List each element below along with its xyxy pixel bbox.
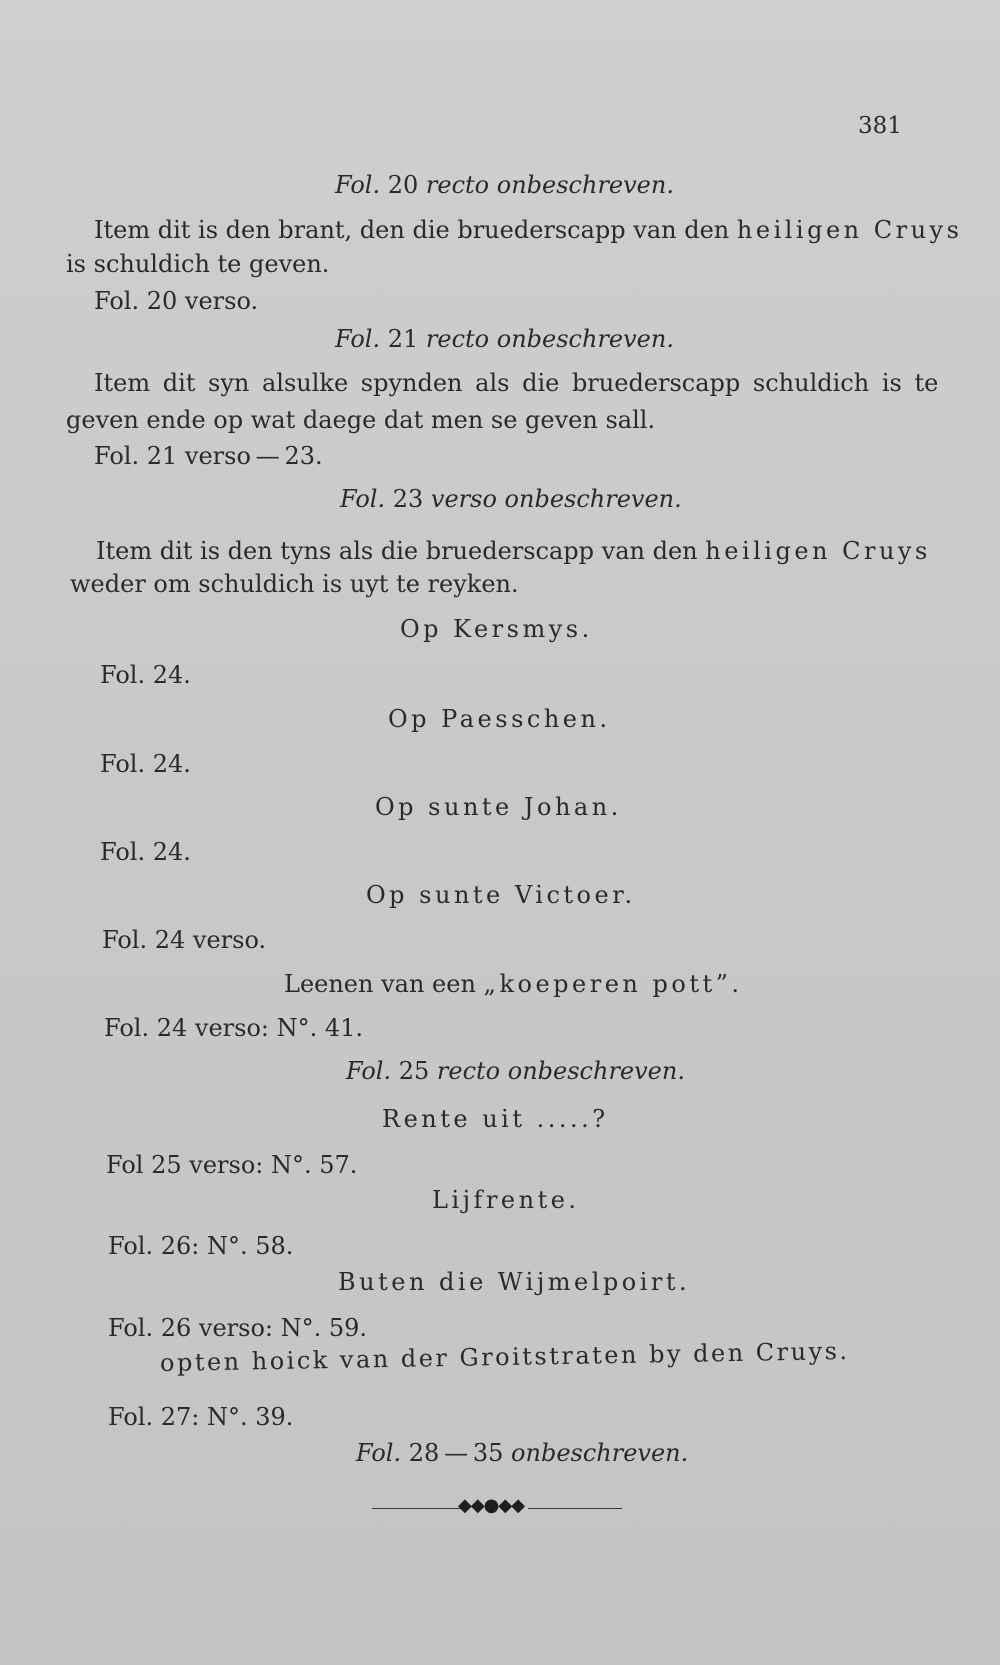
ornamental-divider [372,1495,622,1516]
entry-title: Leenen van een „koeperen pott”. [284,970,743,998]
entry-title: Buten die Wijmelpoirt. [338,1268,691,1296]
section-heading: Fol. 25 recto onbeschreven. [346,1057,685,1085]
entry-title: Lijfrente. [432,1186,580,1214]
folio-reference: Fol. 24 verso: N°. 41. [104,1014,364,1042]
folio-reference: Fol. 27: N°. 39. [108,1403,294,1431]
entry-title: opten hoick van der Groitstraten by den Cruys. [159,1336,850,1377]
paragraph-line: geven ende op wat daege dat men se geven sall. [66,406,656,434]
entry-title: Rente uit .....? [382,1105,609,1133]
paragraph-line: Item dit is den brant, den die bruederscapp van den heiligen Cruys [94,216,963,244]
entry-title: Op Paesschen. [388,705,611,733]
divider-rule-right [528,1508,622,1509]
entry-title: Op sunte Victoer. [366,881,636,909]
section-heading: Fol. 20 recto onbeschreven. [335,171,674,199]
folio-reference: Fol. 26 verso: N°. 59. [108,1314,368,1342]
page-number: 381 [858,113,902,139]
paragraph-line: Item dit syn alsulke spynden als die bruederscapp schuldich is te [94,369,939,397]
folio-reference: Fol. 24. [100,838,191,866]
folio-reference: Fol 25 verso: N°. 57. [106,1151,358,1179]
section-heading: Fol. 23 verso onbeschreven. [340,485,682,513]
folio-reference: Fol. 24. [100,750,191,778]
paragraph-line: weder om schuldich is uyt te reyken. [70,570,519,598]
section-heading: Fol. 28 — 35 onbeschreven. [356,1439,689,1467]
entry-title: Op Kersmys. [400,615,593,643]
entry-title: Op sunte Johan. [375,793,622,821]
folio-reference: Fol. 20 verso. [94,287,259,315]
paragraph-line: is schuldich te geven. [66,250,330,278]
ornament-glyphs: ◆◆●◆◆ [458,1495,525,1516]
folio-reference: Fol. 24 verso. [102,926,267,954]
folio-reference: Fol. 26: N°. 58. [108,1232,294,1260]
section-heading: Fol. 21 recto onbeschreven. [335,325,674,353]
folio-reference: Fol. 24. [100,661,191,689]
paragraph-line: Item dit is den tyns als die bruederscapp van den heiligen Cruys [96,537,931,565]
folio-reference: Fol. 21 verso — 23. [94,442,323,470]
divider-rule-left [372,1508,462,1509]
